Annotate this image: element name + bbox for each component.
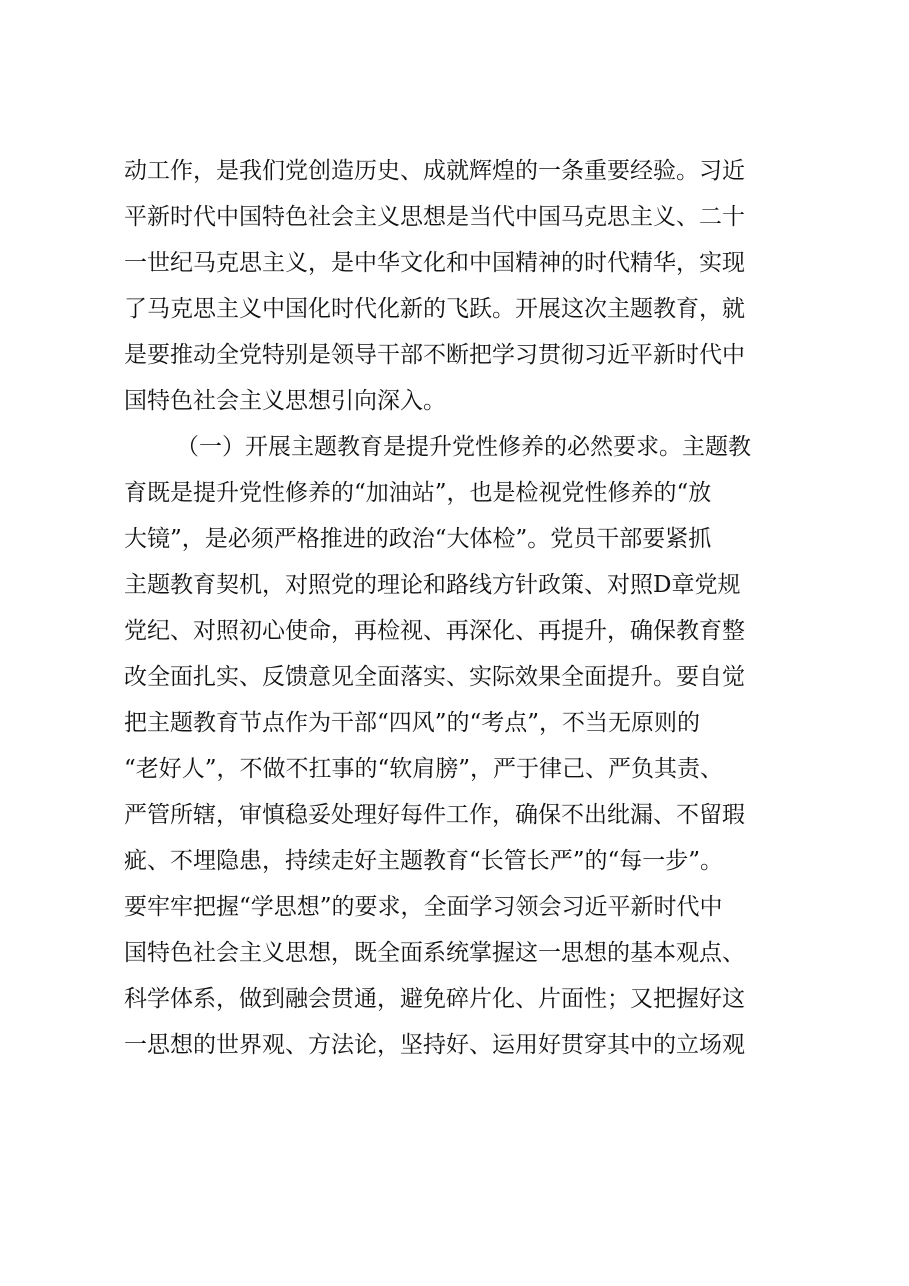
text-line: 大镜”，是必须严格推进的政治“大体检”。党员干部要紧抓 <box>124 526 712 552</box>
text-line: 是要推动全党特别是领导干部不断把学习贯彻习近平新时代中 <box>124 342 745 368</box>
section-heading-line: （一）开展主题教育是提升党性修养的必然要求。主题教 <box>176 434 751 460</box>
text-line: 一思想的世界观、方法论，坚持好、运用好贯穿其中的立场观 <box>124 1032 745 1058</box>
text-line: 了马克思主义中国化时代化新的飞跃。开展这次主题教育，就 <box>124 296 745 322</box>
text-line: 科学体系，做到融会贯通，避免碎片化、片面性；又把握好这 <box>124 986 745 1012</box>
text-line: 一世纪马克思主义，是中华文化和中国精神的时代精华，实现 <box>124 250 745 276</box>
text-line: “老好人”，不做不扛事的“软肩膀”，严于律己、严负其责、 <box>124 756 724 782</box>
text-line: 国特色社会主义思想，既全面系统掌握这一思想的基本观点、 <box>124 940 745 966</box>
text-line: 主题教育契机，对照党的理论和路线方针政策、对照D章党规 <box>124 572 741 598</box>
text-line: 要牢牢把握“学思想”的要求，全面学习领会习近平新时代中 <box>124 894 723 920</box>
text-line: 改全面扎实、反馈意见全面落实、实际效果全面提升。要自觉 <box>124 664 745 690</box>
text-line: 党纪、对照初心使命，再检视、再深化、再提升，确保教育整 <box>124 618 745 644</box>
text-line: 疵、不埋隐患，持续走好主题教育“长管长严”的“每一步”。 <box>124 848 724 874</box>
text-line: 平新时代中国特色社会主义思想是当代中国马克思主义、二十 <box>124 204 745 230</box>
text-line: 把主题教育节点作为干部“四风”的“考点”，不当无原则的 <box>124 710 701 736</box>
text-line: 国特色社会主义思想引向深入。 <box>124 388 446 414</box>
text-line: 育既是提升党性修养的“加油站”，也是检视党性修养的“放 <box>124 480 712 506</box>
text-line: 严管所辖，审慎稳妥处理好每件工作，确保不出纰漏、不留瑕 <box>124 802 745 828</box>
text-line: 动工作，是我们党创造历史、成就辉煌的一条重要经验。习近 <box>124 158 745 184</box>
